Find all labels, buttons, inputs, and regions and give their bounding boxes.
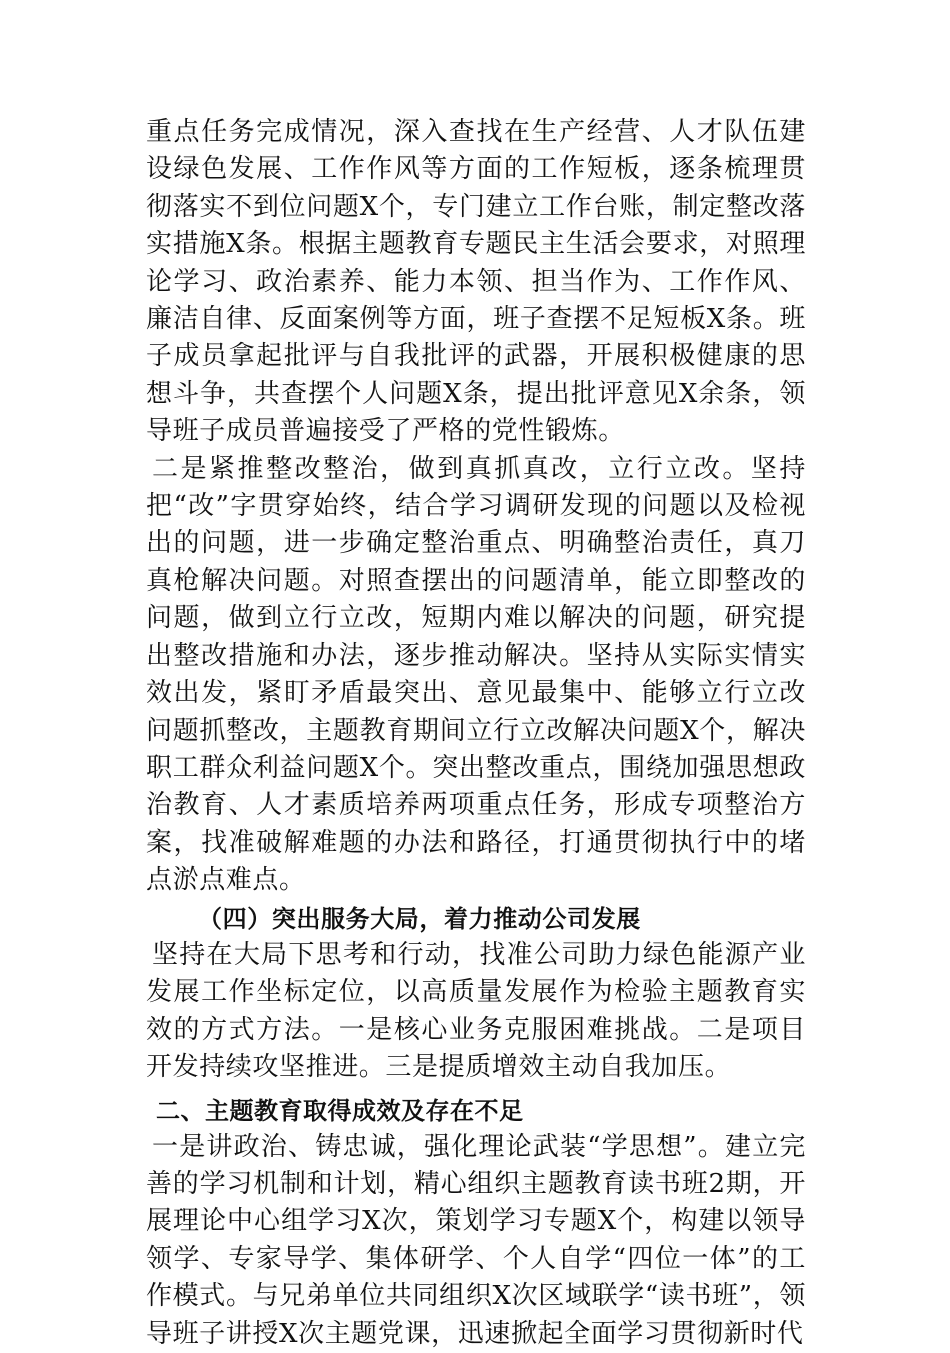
section-heading-four: （四）突出服务大局，着力推动公司发展: [198, 903, 641, 933]
chapter-heading-two: 二、主题教育取得成效及存在不足: [156, 1096, 524, 1125]
document-body: [146, 114, 806, 1353]
paragraph-serve-overall: 坚持在大局下思考和行动，找准公司助力绿色能源产业发展工作坐标定位，以高质量发展作为检验主题教育实效的方式方法。一是核心业务克服困难挑战。二是项目开发持续攻坚推进。三是提质增效主动自我加压。: [146, 939, 806, 1083]
paragraph-rectification: 二是紧推整改整治，做到真抓真改，立行立改。坚持把“改”字贯穿始终，结合学习调研发现的问题以及检视出的问题，进一步确定整治重点、明确整治责任，真刀真枪解决问题。对照查摆出的问题清单，能立即整改的问题，做到立行立改，短期内难以解决的问题，研究提出整改措施和办法，逐步推动解决。坚持从实际实情实效出发，紧盯矛盾最突出、意见最集中、能够立行立改问题抓整改，主题教育期间立行立改解决问题X个，解决职工群众利益问题X个。突出整改重点，围绕加强思想政治教育、人才素质培养两项重点任务，形成专项整治方案，找准破解难题的办法和路径，打通贯彻执行中的堵点淤点难点。: [146, 453, 806, 896]
paragraph-task-completion: 重点任务完成情况，深入查找在生产经营、人才队伍建设绿色发展、工作作风等方面的工作短板，逐条梳理贯彻落实不到位问题X个，专门建立工作台账，制定整改落实措施X条。根据主题教育专题民主生活会要求，对照理论学习、政治素养、能力本领、担当作为、工作作风、廉洁自律、反面案例等方面，班子查摆不足短板X条。班子成员拿起批评与自我批评的武器，开展积极健康的思想斗争，共查摆个人问题X条，提出批评意见X余条，领导班子成员普遍接受了严格的党性锻炼。: [146, 117, 806, 447]
paragraph-politics-loyalty: 一是讲政治、铸忠诚，强化理论武装“学思想”。建立完善的学习机制和计划，精心组织主题教育读书班2期，开展理论中心组学习X次，策划学习专题X个，构建以领导领学、专家导学、集体研学、个人自学“四位一体”的工作模式。与兄弟单位共同组织X次区域联学“读书班”，领导班子讲授X次主题党课，迅速掀起全面学习贯彻新时代: [146, 1131, 806, 1349]
